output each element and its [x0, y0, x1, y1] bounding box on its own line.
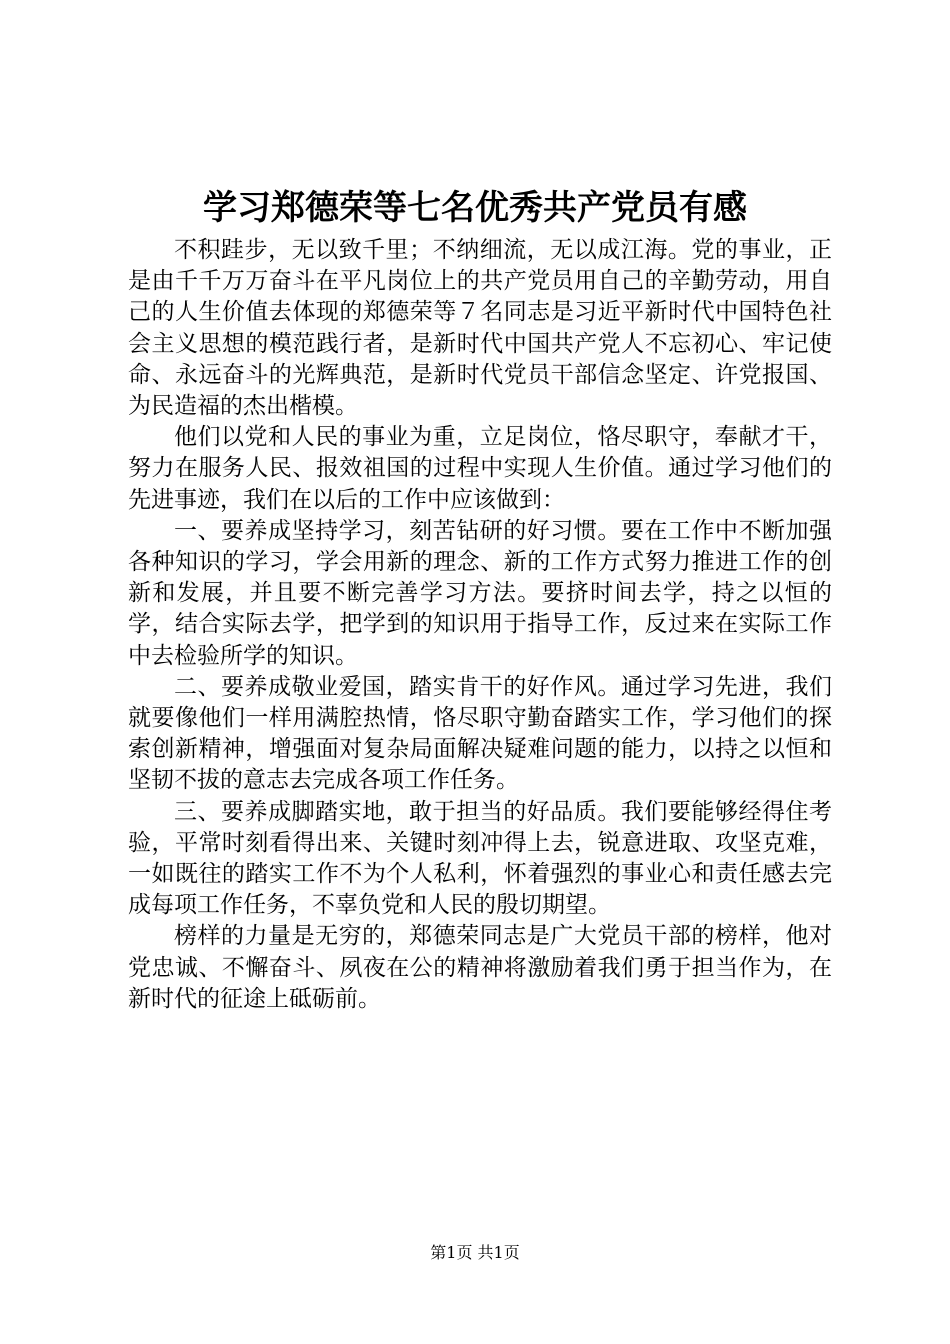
document-title: 学习郑德荣等七名优秀共产党员有感 [203, 188, 747, 228]
paragraph-summary: 他们以党和人民的事业为重，立足岗位，恪尽职守，奉献才干，努力在服务人民、报效祖国的过程中实现人生价值。通过学习他们的先进事迹，我们在以后的工作中应该做到： [128, 424, 832, 513]
paragraph-point-2: 二、要养成敬业爱国，踏实肯干的好作风。通过学习先进，我们就要像他们一样用满腔热情，恪尽职守勤奋踏实工作，学习他们的探索创新精神，增强面对复杂局面解决疑难问题的能力，以持之以恒和坚韧不拔的意志去完成各项工作任务。 [128, 673, 832, 794]
paragraph-point-3: 三、要养成脚踏实地，敢于担当的好品质。我们要能够经得住考验，平常时刻看得出来、关键时刻冲得上去，锐意进取、攻坚克难，一如既往的踏实工作不为个人私利，怀着强烈的事业心和责任感去完成每项工作任务，不辜负党和人民的殷切期望。 [128, 798, 832, 919]
page-footer: 第1页 共1页 [430, 1243, 520, 1262]
paragraph-point-1: 一、要养成坚持学习，刻苦钻研的好习惯。要在工作中不断加强各种知识的学习，学会用新的理念、新的工作方式努力推进工作的创新和发展，并且要不断完善学习方法。要挤时间去学，持之以恒的学，结合实际去学，把学到的知识用于指导工作，反过来在实际工作中去检验所学的知识。 [128, 517, 832, 669]
document-body [128, 235, 832, 1015]
paragraph-intro: 不积跬步，无以致千里；不纳细流，无以成江海。党的事业，正是由千千万万奋斗在平凡岗位上的共产党员用自己的辛勤劳动，用自己的人生价值去体现的郑德荣等７名同志是习近平新时代中国特色社会主义思想的模范践行者，是新时代中国共产党人不忘初心、牢记使命、永远奋斗的光辉典范，是新时代党员干部信念坚定、许党报国、为民造福的杰出楷模。 [128, 237, 832, 420]
paragraph-conclusion: 榜样的力量是无穷的，郑德荣同志是广大党员干部的榜样，他对党忠诚、不懈奋斗、夙夜在公的精神将激励着我们勇于担当作为，在新时代的征途上砥砺前。 [128, 923, 832, 1012]
